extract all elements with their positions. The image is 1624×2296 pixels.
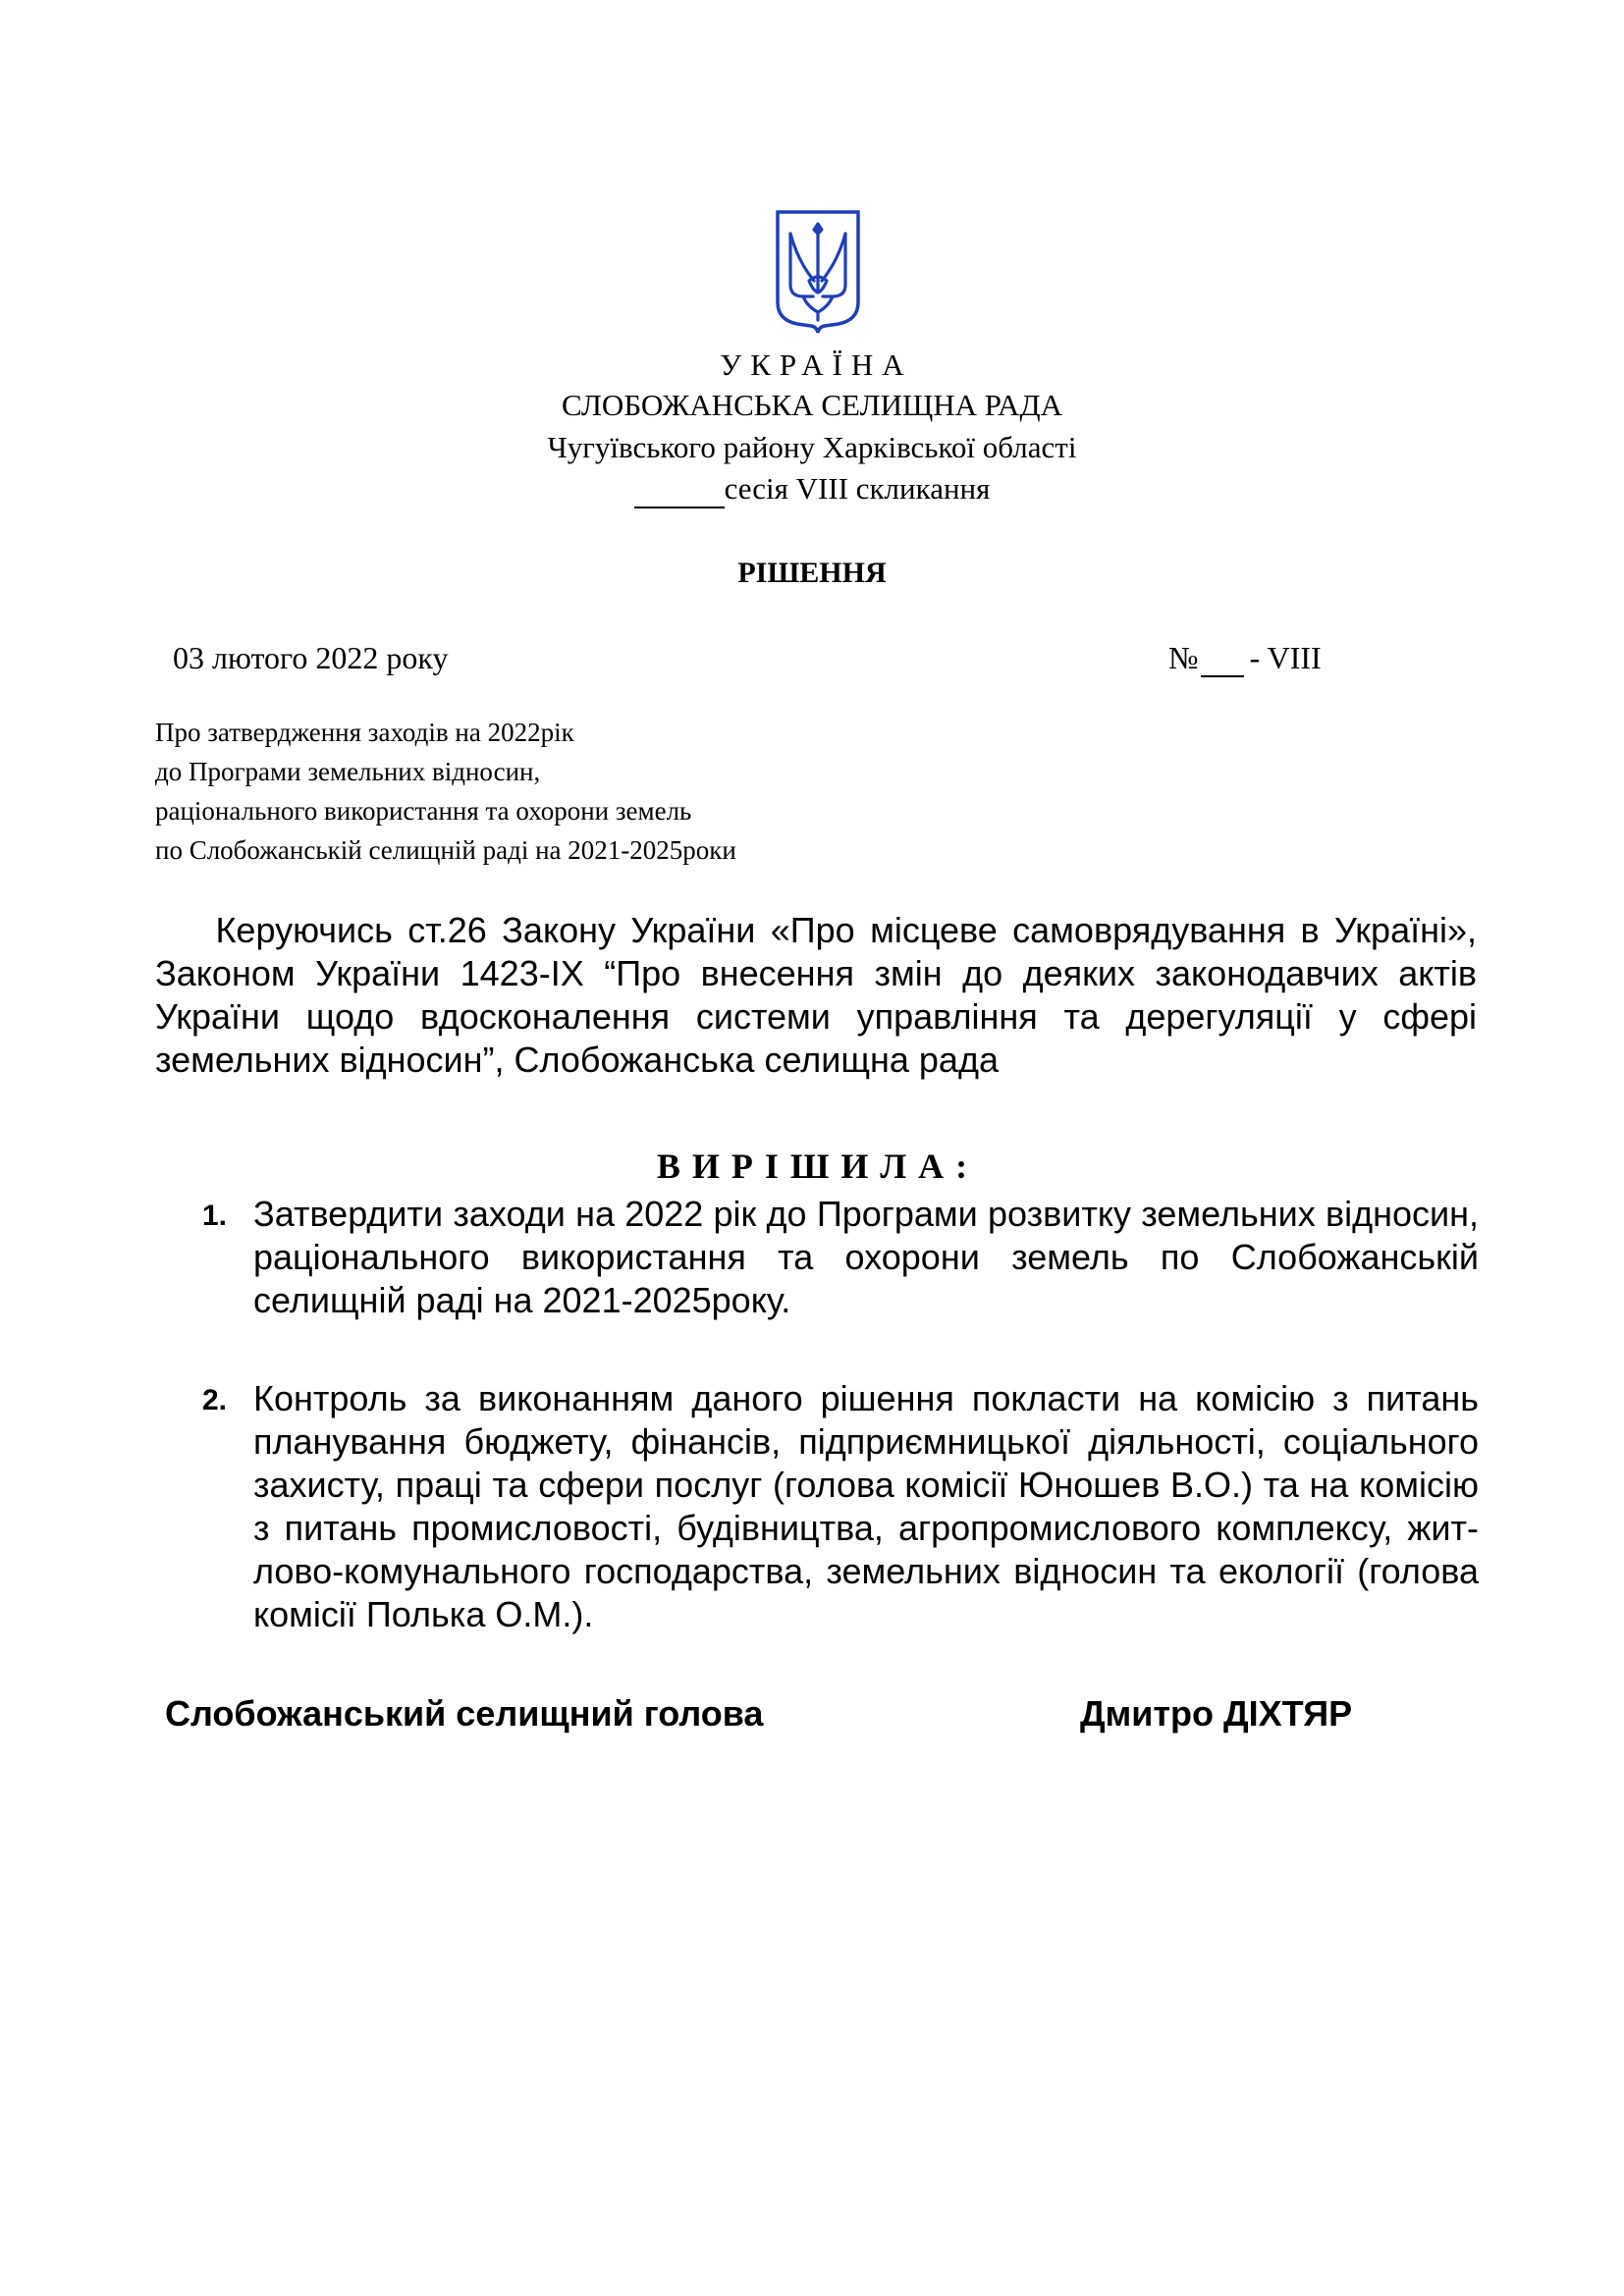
- preamble-line: Законом України 1423-IX “Про внесення змін до деяких законодавчих актів: [155, 953, 1477, 993]
- item-text: [253, 1193, 1479, 1322]
- number-blank: [1201, 648, 1244, 677]
- signature-title: Слобожанський селищний голова: [165, 1693, 764, 1734]
- item-number: 1.: [202, 1200, 228, 1232]
- item-line: комісії Полька О.М.).: [253, 1594, 594, 1634]
- document-date: 03 лютого 2022 року: [173, 640, 449, 675]
- preamble-line: Керуючись ст.26 Закону України «Про місцеве самоврядування в Україні»,: [155, 910, 1477, 950]
- resolved-heading: ВИРІШИЛА:: [656, 1147, 980, 1186]
- item-number: 2.: [202, 1384, 228, 1416]
- session-text: сесія VIII скликання: [724, 471, 991, 506]
- item-line: селищній раді на 2021-2025року.: [253, 1280, 791, 1320]
- subject-line: по Слобожанській селищній раді на 2021-2025роки: [155, 835, 736, 865]
- item-line: з питань промисловості, будівництва, агропромислового комплексу, жит-: [253, 1508, 1479, 1548]
- preamble-line: України щодо вдосконалення системи управління та дерегуляції у сфері: [155, 996, 1477, 1037]
- item-line: Затвердити заходи на 2022 рік до Програми розвитку земельних відносин,: [253, 1194, 1479, 1234]
- subject-line: Про затвердження заходів на 2022рік: [155, 718, 574, 747]
- item-text: [253, 1377, 1479, 1636]
- item-line: захисту, праці та сфери послуг (голова комісії Юношев В.О.) та на комісію: [253, 1465, 1479, 1505]
- number-prefix: №: [1168, 640, 1199, 675]
- number-suffix: - VIII: [1249, 640, 1322, 675]
- coat-of-arms-emblem: [774, 208, 862, 334]
- document-subject: [155, 713, 1039, 870]
- document-title: РІШЕННЯ: [737, 557, 887, 589]
- document-number: [1168, 638, 1322, 677]
- item-line: планування бюджету, фінансів, підприємницької діяльності, соціального: [253, 1421, 1479, 1462]
- subject-line: до Програми земельних відносин,: [155, 757, 541, 786]
- country-heading: УКРАЇНА: [720, 347, 913, 382]
- district-name: Чугуївського району Харківської області: [547, 430, 1077, 464]
- item-line: Контроль за виконанням даного рішення покласти на комісію з питань: [253, 1378, 1479, 1418]
- session-line: [0, 469, 1624, 508]
- preamble-line: земельних відносин”, Слобожанська селищна рада: [155, 1040, 999, 1080]
- session-number-blank: [634, 477, 725, 508]
- preamble-paragraph: [155, 909, 1477, 1082]
- item-line: раціонального використання та охорони земель по Слобожанській: [253, 1237, 1479, 1277]
- item-line: лово-комунального господарства, земельних відносин та екології (голова: [253, 1551, 1479, 1591]
- subject-line: раціонального використання та охорони земель: [155, 796, 692, 826]
- signature-name: Дмитро ДІХТЯР: [1080, 1693, 1353, 1734]
- council-name: СЛОБОЖАНСЬКА СЕЛИЩНА РАДА: [562, 388, 1062, 422]
